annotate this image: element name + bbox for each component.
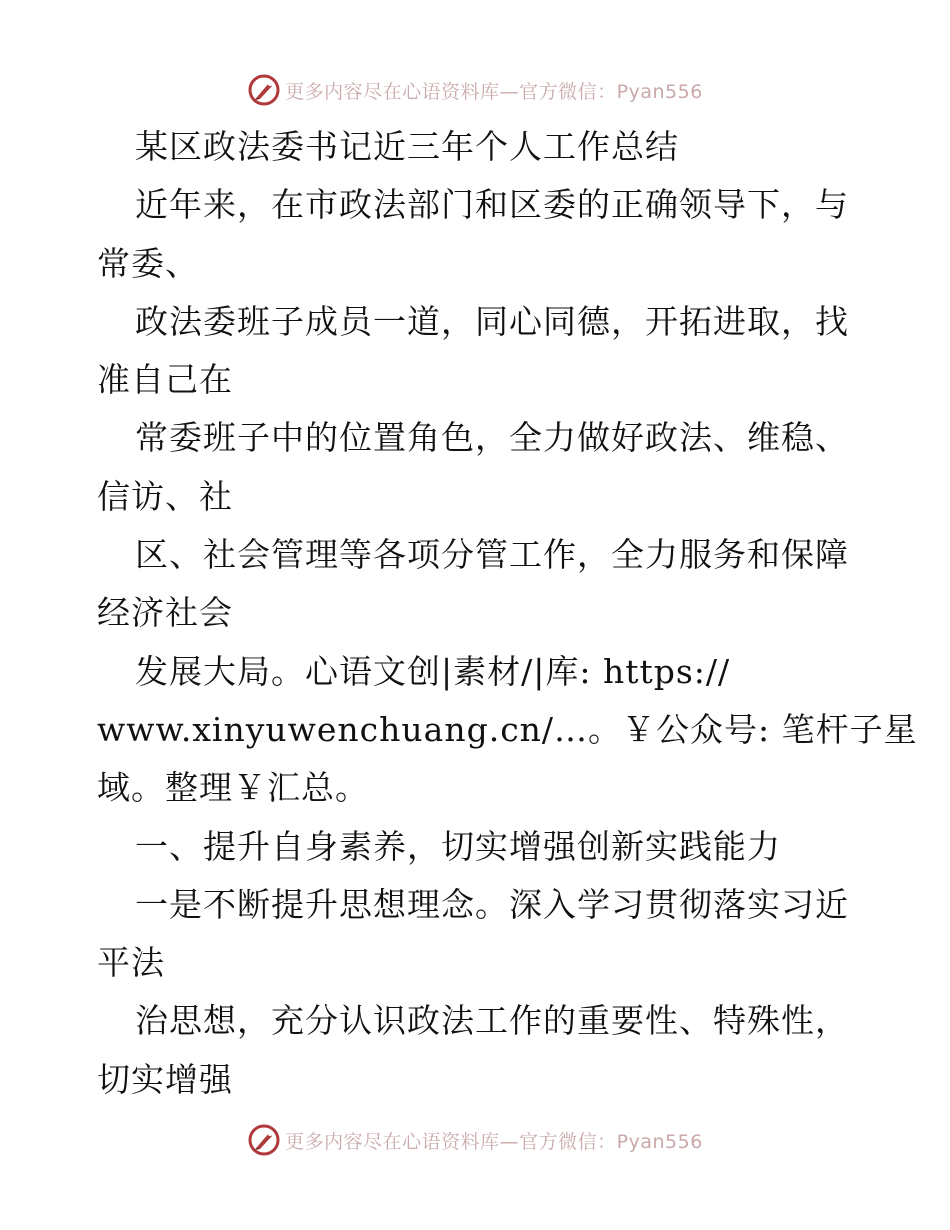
header-watermark-text: 更多内容尽在心语资料库—官方微信：Pyan556 [285, 80, 703, 103]
section-heading: 一、提升自身素养，切实增强创新实践能力 [135, 826, 781, 866]
paragraph-line: 信访、社 [97, 476, 233, 516]
footer-watermark-banner [0, 1120, 950, 1160]
red-pen-logo-icon [247, 73, 281, 107]
footer-watermark-text: 更多内容尽在心语资料库—官方微信：Pyan556 [285, 1130, 703, 1153]
paragraph-line: www.xinyuwenchuang.cn/…。￥公众号: 笔杆子星 [97, 709, 918, 749]
paragraph-line: 常委班子中的位置角色，全力做好政法、维稳、 [135, 418, 849, 458]
document-body [97, 118, 918, 1109]
document-title: 某区政法委书记近三年个人工作总结 [135, 127, 679, 166]
header-watermark-banner [0, 70, 950, 110]
paragraph-line: 政法委班子成员一道，同心同德，开拓进取，找 [135, 301, 849, 341]
paragraph-line: 准自己在 [97, 360, 233, 400]
red-pen-logo-icon [247, 1123, 281, 1157]
paragraph-line: 域。整理￥汇总。 [97, 768, 369, 808]
paragraph-line: 经济社会 [97, 593, 233, 633]
paragraph-line: 治思想，充分认识政法工作的重要性、特殊性， [135, 1001, 849, 1041]
paragraph-line: 平法 [97, 943, 165, 983]
paragraph-line: 近年来，在市政法部门和区委的正确领导下，与 [135, 185, 849, 225]
paragraph-line: 发展大局。心语文创|素材/|库: https:// [135, 651, 731, 691]
paragraph-line: 切实增强 [97, 1059, 233, 1099]
paragraph-line: 区、社会管理等各项分管工作，全力服务和保障 [135, 535, 849, 575]
paragraph-line: 一是不断提升思想理念。深入学习贯彻落实习近 [135, 884, 849, 924]
paragraph-line: 常委、 [97, 243, 199, 283]
